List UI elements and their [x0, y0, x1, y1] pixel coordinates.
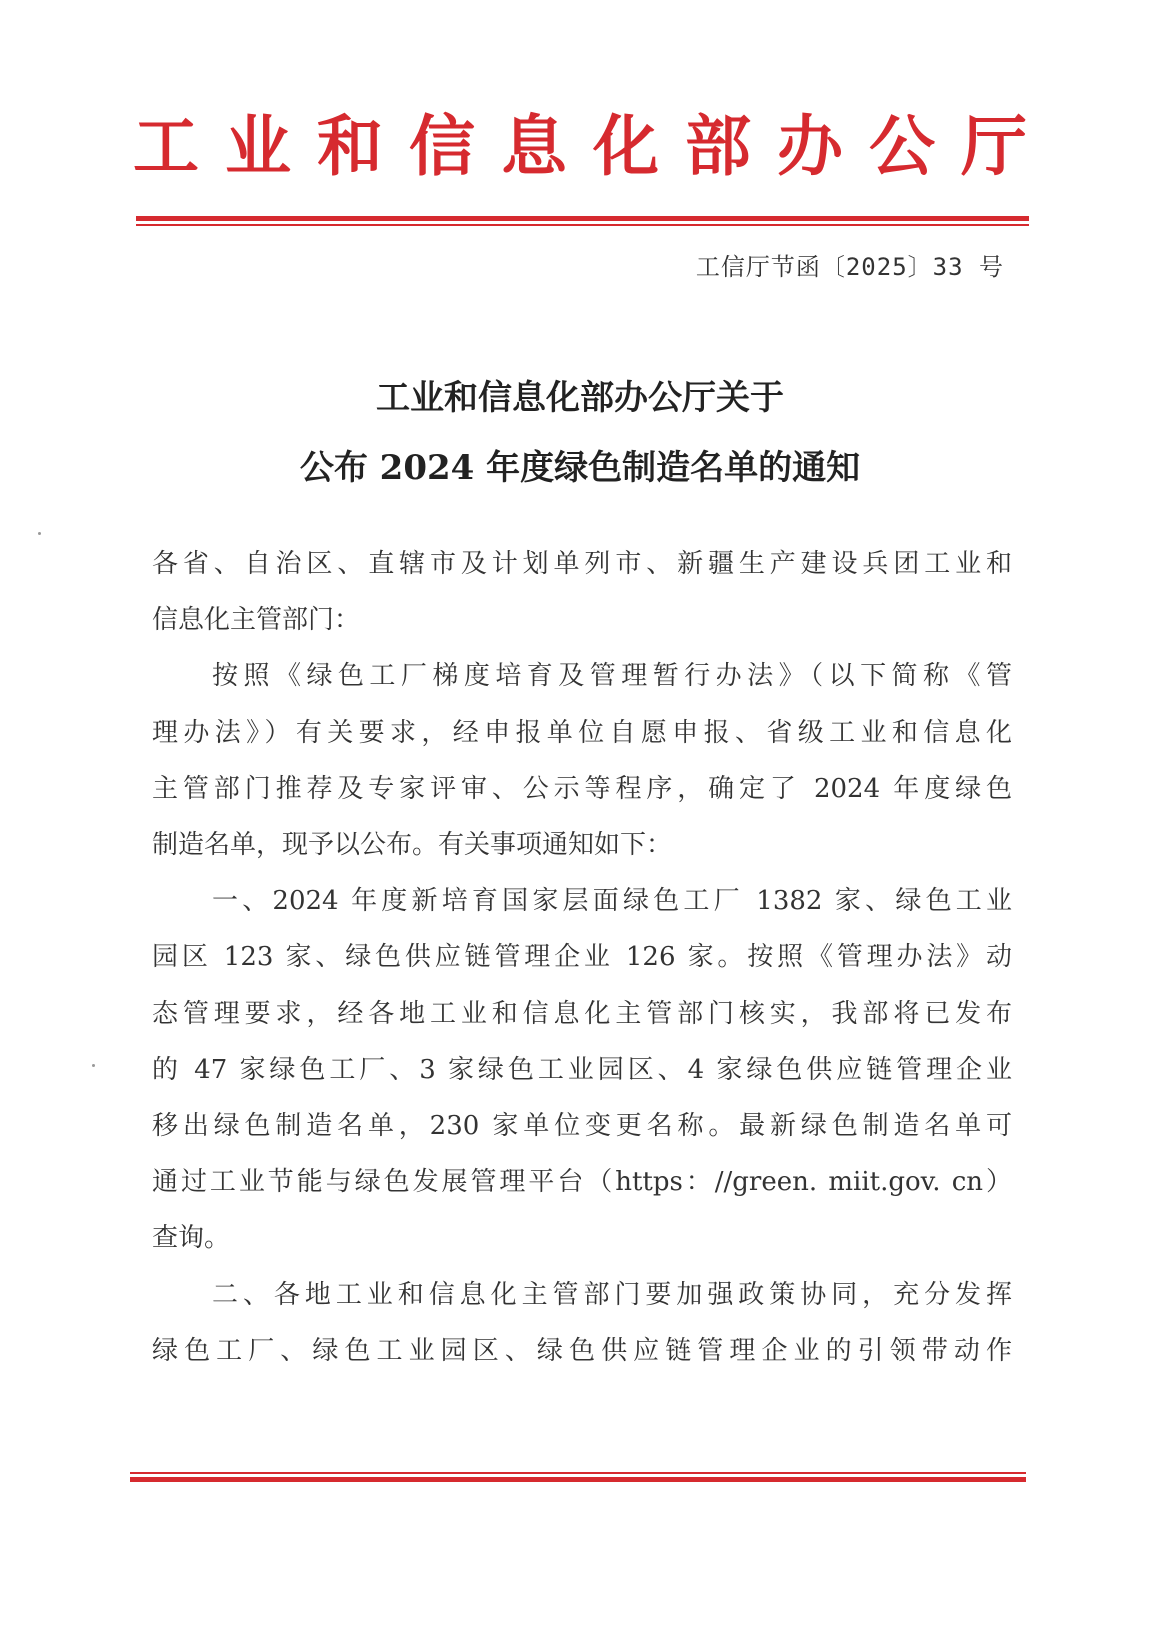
scan-speck	[38, 532, 41, 535]
notice-title-line-2: 公布 2024 年度绿色制造名单的通知	[299, 448, 861, 488]
body-line: 的 47 家绿色工厂、3 家绿色工业园区、4 家绿色供应链管理企业	[152, 1055, 1012, 1085]
body-line: 园区 123 家、绿色供应链管理企业 126 家。按照《管理办法》动	[152, 942, 1012, 972]
masthead-char: 化	[593, 107, 659, 185]
masthead-char: 业	[225, 107, 291, 185]
masthead-char: 息	[501, 107, 567, 185]
body-line: 按照《绿色工厂梯度培育及管理暂行办法》（以下简称《管	[212, 661, 1012, 691]
masthead-char: 和	[317, 107, 383, 185]
body-line: 查询。	[152, 1223, 231, 1253]
document-number: 工信厅节函〔2025〕33 号	[695, 253, 1004, 281]
scan-speck	[92, 1064, 95, 1067]
footer-red-rule	[130, 1472, 1026, 1482]
body-line: 各省、自治区、直辖市及计划单列市、新疆生产建设兵团工业和	[152, 549, 1012, 579]
masthead-char: 厅	[961, 107, 1027, 185]
body-line: 制造名单，现予以公布。有关事项通知如下：	[152, 830, 673, 860]
masthead-red-rule	[136, 216, 1029, 226]
body-line: 信息化主管部门：	[152, 605, 361, 635]
body-line: 理办法》）有关要求，经申报单位自愿申报、省级工业和信息化	[152, 718, 1012, 748]
masthead-char: 工	[133, 107, 199, 185]
masthead-char: 公	[869, 107, 935, 185]
masthead-char: 信	[409, 107, 475, 185]
body-line: 绿色工厂、绿色工业园区、绿色供应链管理企业的引领带动作	[152, 1336, 1012, 1366]
body-line: 一、2024 年度新培育国家层面绿色工厂 1382 家、绿色工业	[212, 886, 1012, 916]
body-line: 通过工业节能与绿色发展管理平台（https：//green. miit.gov. cn）	[152, 1167, 1012, 1197]
body-line: 二、各地工业和信息化主管部门要加强政策协同，充分发挥	[212, 1280, 1012, 1310]
notice-title-line-1: 工业和信息化部办公厅关于	[376, 378, 784, 418]
masthead-title	[130, 106, 1030, 186]
body-line: 主管部门推荐及专家评审、公示等程序，确定了 2024 年度绿色	[152, 774, 1012, 804]
body-line: 态管理要求，经各地工业和信息化主管部门核实，我部将已发布	[152, 999, 1012, 1029]
masthead-char: 部	[685, 107, 751, 185]
masthead-char: 办	[777, 107, 843, 185]
body-line: 移出绿色制造名单，230 家单位变更名称。最新绿色制造名单可	[152, 1111, 1012, 1141]
